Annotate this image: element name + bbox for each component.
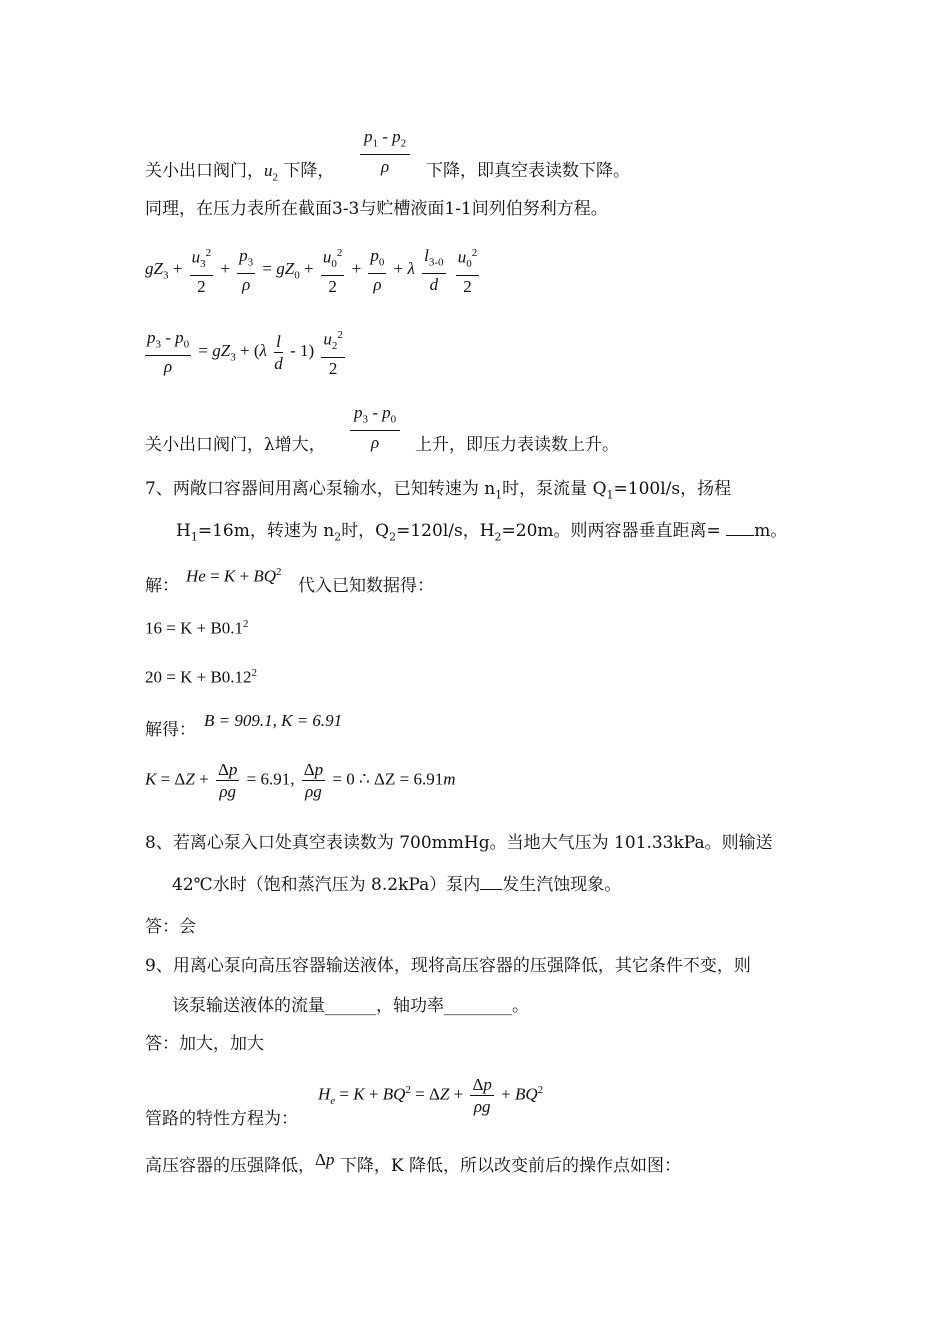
line-5: 关小出口阀门，λ增大， <box>145 435 326 455</box>
equation-result: K = ΔZ + $\frac{\Delta p}{\rho g}$ = 6.91, $\frac{\Delta p}{\rho g}$ = 0 ∴ ΔZ = 6.91m <box>145 760 456 801</box>
solved-label: 解得： <box>145 720 196 740</box>
line-1: 关小出口阀门，$u_2$ 下降， <box>145 161 335 184</box>
equation-16: $16 = K + B0.1^2$ <box>145 618 249 638</box>
question-9-line-1: 9、用离心泵向高压容器输送液体，现将高压容器的压强降低，其它条件不变，则 <box>145 956 751 976</box>
question-7-line-1: 7、两敞口容器间用离心泵输水，已知转速为 $n_1$时，泵流量 $Q_1=100l/s$，扬程 <box>145 479 732 502</box>
fraction-p3-p0-rho: $p_3 - p_0$ ρ <box>350 403 400 453</box>
fraction-p1-p2-rho: $p_1 - p_2$ ρ <box>360 127 410 177</box>
equation-solved: B = 909.1, K = 6.91 <box>204 711 343 730</box>
question-9-line-2: 该泵输送液体的流量______，轴功率________。 <box>172 996 529 1016</box>
line-2: 同理，在压力表所在截面3-3与贮槽液面1-1间列伯努利方程。 <box>145 199 608 219</box>
solution-label: 解： <box>145 576 179 596</box>
line-1-tail: 下降，即真空表读数下降。 <box>426 161 630 181</box>
equation-pressure: $\frac{p_3 - p_0}{\rho}$ = $gZ_3 + (\lambda$ $\frac{l}{d}$ - 1) $\frac{u_2^2}{2}$ <box>147 327 343 379</box>
last-line: 高压容器的压强降低，Δp 下降，K 降低，所以改变前后的操作点如图： <box>145 1150 681 1176</box>
solution-tail: 代入已知数据得： <box>298 576 434 596</box>
question-8-line-2: 42℃水时（饱和蒸汽压为 8.2kPa）泵内 发生汽蚀现象。 <box>172 875 622 895</box>
equation-bernoulli: $gZ_3$ + $\frac{u_3^2}{2}$ + $\frac{p_3}{\rho}$ = $gZ_0$ + $\frac{u_0^2}{2}$ + $\frac{p_0}{\rho}$ + λ $\frac{l_{3-0}}{d}$ $\frac{u_0^2}{2}$ <box>145 245 478 297</box>
line-5-tail: 上升，即压力表读数上升。 <box>415 435 619 455</box>
pipe-label: 管路的特性方程为： <box>145 1109 298 1129</box>
answer-9: 答：加大，加大 <box>145 1034 264 1054</box>
equation-he: $He = K + BQ^2$ <box>186 566 282 586</box>
equation-pipe: $H_e = K + BQ^2 = \Delta Z$ + $\frac{\Delta p}{\rho g}$ + $BQ^2$ <box>318 1075 544 1116</box>
equation-20: $20 = K + B0.12^2$ <box>145 667 258 687</box>
answer-8: 答：会 <box>145 917 196 937</box>
question-8-line-1: 8、若离心泵入口处真空表读数为 700mmHg。当地大气压为 101.33kPa。则输送 <box>145 833 773 853</box>
question-7-line-2: $H_1=16m$，转速为 $n_2$时，$Q_2=120l/s$，$H_2=20m$。则两容器垂直距离= m。 <box>176 521 788 544</box>
